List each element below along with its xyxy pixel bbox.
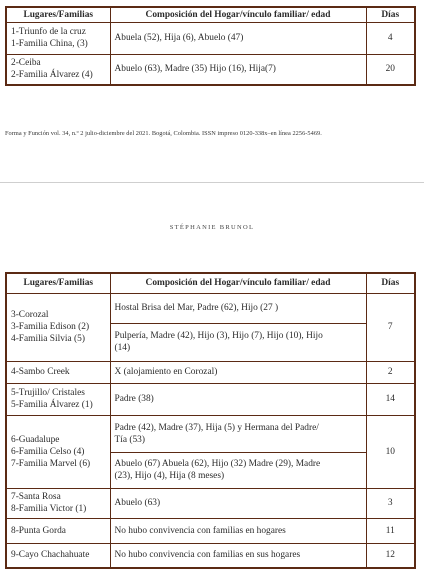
days-cell: 3 <box>366 488 415 518</box>
place-cell: 4-Sambo Creek <box>6 361 110 383</box>
page-divider <box>0 182 424 183</box>
header-days: Días <box>366 7 415 22</box>
days-cell: 7 <box>366 293 415 361</box>
days-cell: 4 <box>366 22 415 54</box>
table-row <box>6 543 415 568</box>
table-row <box>6 22 415 54</box>
table-row <box>6 518 415 543</box>
days-cell: 14 <box>366 383 415 415</box>
place-cell: 9-Cayo Chachahuate <box>6 543 110 568</box>
place-cell: 7-Santa Rosa 8-Familia Victor (1) <box>6 488 110 518</box>
days-cell: 12 <box>366 543 415 568</box>
table-row <box>6 293 415 323</box>
composition-cell: X (alojamiento en Corozal) <box>110 361 366 383</box>
days-cell: 2 <box>366 361 415 383</box>
composition-cell: Padre (42), Madre (37), Hija (5) y Hermana del Padre/ Tía (53) <box>110 415 366 452</box>
days-cell: 11 <box>366 518 415 543</box>
header-composition: Composición del Hogar/vínculo familiar/ edad <box>110 273 366 293</box>
days-cell: 20 <box>366 54 415 85</box>
days-cell: 10 <box>366 415 415 488</box>
running-head: STÉPHANIE BRUNOL <box>169 224 255 231</box>
composition-cell: Abuelo (63) <box>110 488 366 518</box>
place-cell: 8-Punta Gorda <box>6 518 110 543</box>
place-cell: 3-Corozal 3-Familia Edison (2) 4-Familia Silvia (5) <box>6 293 110 361</box>
composition-cell: No hubo convivencia con familias en sus hogares <box>110 543 366 568</box>
place-cell: 6-Guadalupe 6-Familia Celso (4) 7-Familia Marvel (6) <box>6 415 110 488</box>
families-table-top <box>5 6 416 86</box>
families-table-bottom <box>5 272 416 569</box>
composition-cell: Pulpería, Madre (42), Hijo (3), Hijo (7), Hijo (10), Hijo (14) <box>110 323 366 361</box>
composition-cell: Hostal Brisa del Mar, Padre (62), Hijo (27 ) <box>110 293 366 323</box>
header-days: Días <box>366 273 415 293</box>
table-row <box>6 54 415 85</box>
header-places: Lugares/Familias <box>6 7 110 22</box>
header-composition: Composición del Hogar/vínculo familiar/ edad <box>110 7 366 22</box>
composition-cell: Abuela (52), Hija (6), Abuelo (47) <box>110 22 366 54</box>
composition-cell: Abuelo (67) Abuela (62), Hijo (32) Madre (29), Madre (23), Hijo (4), Hija (8 meses) <box>110 452 366 488</box>
composition-cell: Padre (38) <box>110 383 366 415</box>
place-cell: 5-Trujillo/ Cristales 5-Familia Álvarez (1) <box>6 383 110 415</box>
header-places: Lugares/Familias <box>6 273 110 293</box>
table-row <box>6 383 415 415</box>
table-row <box>6 488 415 518</box>
table-row <box>6 361 415 383</box>
place-cell: 2-Ceiba 2-Familia Álvarez (4) <box>6 54 110 85</box>
place-cell: 1-Triunfo de la cruz 1-Familia China, (3) <box>6 22 110 54</box>
table-row <box>6 415 415 452</box>
composition-cell: No hubo convivencia con familias en hogares <box>110 518 366 543</box>
composition-cell: Abuelo (63), Madre (35) Hijo (16), Hija(7) <box>110 54 366 85</box>
page-footer: Forma y Función vol. 34, n.º 2 julio-diciembre del 2021. Bogotá, Colombia. ISSN impreso 0120-338x–en línea 2256-5469. <box>5 130 322 137</box>
